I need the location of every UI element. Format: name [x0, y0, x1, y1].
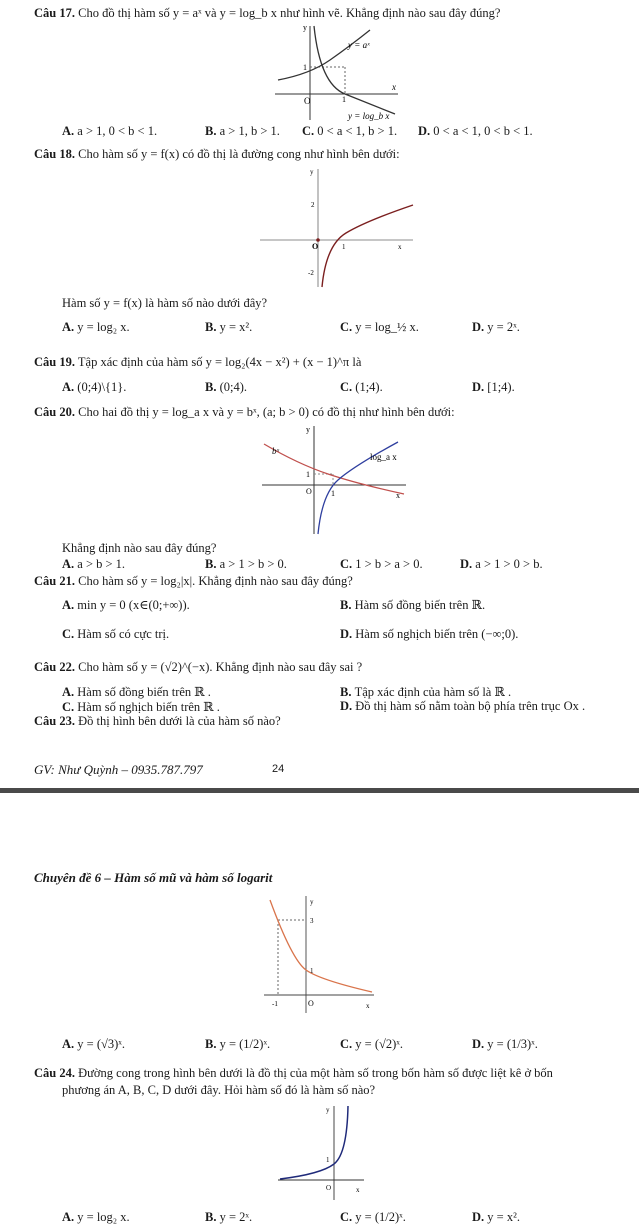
origin-label: O [306, 487, 312, 496]
y-label: y [310, 898, 314, 906]
x-one-label: 1 [331, 489, 335, 498]
option-b[interactable]: B. y = 2ˣ. [205, 1210, 253, 1224]
option-d[interactable]: D. 0 < a < 1, 0 < b < 1. [418, 124, 533, 138]
x-neg-one-label: -1 [272, 1000, 278, 1008]
y-one-label: 1 [326, 1156, 330, 1164]
option-b[interactable]: B. a > 1, b > 1. [205, 124, 280, 138]
x-label: x [398, 243, 402, 251]
page-separator [0, 788, 639, 793]
x-one-label: 1 [342, 95, 346, 104]
option-c[interactable]: C. y = log_½ x. [340, 320, 419, 334]
question-24 [34, 1066, 553, 1081]
function-curve [270, 900, 372, 992]
page-number: 24 [272, 763, 285, 775]
option-a[interactable]: A. (0;4)\{1}. [62, 380, 127, 394]
option-d[interactable]: D. y = 2ˣ. [472, 320, 520, 334]
option-d[interactable]: D. y = (1/3)ˣ. [472, 1037, 538, 1051]
question-22 [34, 660, 362, 675]
option-a[interactable]: A. a > b > 1. [62, 557, 126, 571]
x-one-label: 1 [342, 243, 346, 251]
question-label: Câu 21. [34, 574, 75, 588]
option-a[interactable]: A. y = log₂ x. [62, 320, 130, 334]
option-d[interactable]: D. y = x². [472, 1210, 520, 1224]
option-a[interactable]: A. Hàm số đồng biến trên ℝ . [62, 685, 211, 699]
x-label: x [366, 1002, 370, 1010]
page-footer-author: GV: Như Quỳnh – 0935.787.797 [34, 762, 203, 777]
q20-graph [258, 422, 408, 537]
y-one-label: 1 [303, 63, 307, 72]
y-label: y [326, 1106, 330, 1114]
option-c[interactable]: C. Hàm số nghịch biến trên ℝ . [62, 700, 220, 714]
option-c[interactable]: C. Hàm số có cực trị. [62, 627, 170, 641]
y-label: y [310, 168, 314, 176]
question-20 [34, 405, 455, 420]
y-one-label: 1 [310, 967, 314, 975]
curve1-label: bˣ [272, 446, 280, 456]
option-d[interactable]: D. a > 1 > 0 > b. [460, 557, 543, 571]
y-label: y [303, 23, 307, 32]
x-label: x [356, 1186, 360, 1194]
question-label: Câu 19. [34, 355, 75, 369]
option-c[interactable]: C. 1 > b > a > 0. [340, 557, 423, 571]
option-b[interactable]: B. (0;4). [205, 380, 248, 394]
option-a[interactable]: A. a > 1, 0 < b < 1. [62, 124, 158, 138]
question-text: Cho hai đồ thị y = log_a x và y = bˣ, (a; b > 0) có đồ thị như hình bên dưới: [78, 405, 455, 419]
x-label: x [396, 491, 400, 500]
exp-curve [278, 30, 370, 80]
question-24-line2: phương án A, B, C, D dưới đây. Hỏi hàm số đó là hàm số nào? [62, 1083, 376, 1097]
option-c[interactable]: C. y = (√2)ˣ. [340, 1037, 404, 1051]
question-text: Cho hàm số y = (√2)^(−x). Khẳng định nào sau đây sai ? [78, 660, 363, 674]
option-c[interactable]: C. 0 < a < 1, b > 1. [302, 124, 398, 138]
origin-label: O [312, 242, 319, 251]
y-label: y [306, 425, 310, 434]
option-d[interactable]: D. [1;4). [472, 380, 515, 394]
q20-subquestion: Khẳng định nào sau đây đúng? [62, 541, 217, 555]
question-text: Đồ thị hình bên dưới là của hàm số nào? [78, 714, 281, 728]
q18-subquestion: Hàm số y = f(x) là hàm số nào dưới đây? [62, 296, 268, 310]
question-text: Cho hàm số y = f(x) có đồ thị là đường cong như hình bên dưới: [78, 147, 400, 161]
curve2-label: y = log_b x [348, 111, 390, 121]
x-label: x [392, 82, 396, 92]
question-label: Câu 18. [34, 147, 75, 161]
option-b[interactable]: B. y = x². [205, 320, 253, 334]
question-label: Câu 22. [34, 660, 75, 674]
q17-graph [270, 22, 400, 122]
option-a[interactable]: A. min y = 0 (x∈(0;+∞)). [62, 598, 190, 612]
option-a[interactable]: A. y = log₂ x. [62, 1210, 130, 1224]
question-label: Câu 17. [34, 6, 75, 20]
option-d[interactable]: D. Hàm số nghịch biến trên (−∞;0). [340, 627, 519, 641]
option-a[interactable]: A. y = (√3)ˣ. [62, 1037, 126, 1051]
question-23 [34, 714, 281, 729]
question-label: Câu 23. [34, 714, 75, 728]
question-21 [34, 574, 353, 589]
question-label: Câu 20. [34, 405, 75, 419]
origin-label: O [326, 1184, 332, 1192]
option-b[interactable]: B. Tập xác định của hàm số là ℝ . [340, 685, 512, 699]
question-text: Tập xác định của hàm số y = log₂(4x − x²) + (x − 1)^π là [77, 355, 362, 369]
option-b[interactable]: B. a > 1 > b > 0. [205, 557, 287, 571]
option-c[interactable]: C. y = (1/2)ˣ. [340, 1210, 406, 1224]
curve2-label: log_a x [370, 452, 397, 462]
option-b[interactable]: B. y = (1/2)ˣ. [205, 1037, 271, 1051]
question-text: Đường cong trong hình bên dưới là đồ thị của một hàm số trong bốn hàm số được liệt kê ở bốn [78, 1066, 553, 1080]
q18-graph [258, 165, 418, 290]
y-neg-two-label: -2 [308, 269, 314, 277]
origin-label: O [308, 999, 314, 1008]
y-three-label: 3 [310, 917, 314, 925]
option-d[interactable]: D. Đồ thị hàm số nằm toàn bộ phía trên trục Ox . [340, 699, 586, 713]
question-17 [34, 6, 500, 21]
q23-graph [262, 890, 377, 1015]
function-curve [280, 1106, 348, 1179]
q24-graph [276, 1102, 366, 1202]
y-one-label: 1 [306, 470, 310, 479]
question-18 [34, 147, 400, 162]
option-b[interactable]: B. Hàm số đồng biến trên ℝ. [340, 598, 486, 612]
option-c[interactable]: C. (1;4). [340, 380, 383, 394]
y-two-label: 2 [311, 201, 315, 209]
question-label: Câu 24. [34, 1066, 75, 1080]
question-19 [34, 355, 361, 370]
question-text: Cho đồ thị hàm số y = aˣ và y = log_b x như hình vẽ. Khẳng định nào sau đây đúng? [78, 6, 501, 20]
chapter-header: Chuyên đề 6 – Hàm số mũ và hàm số logarit [34, 870, 273, 885]
curve1-label: y = aˣ [348, 40, 370, 50]
origin-label: O [304, 96, 311, 106]
question-text: Cho hàm số y = log₂|x|. Khẳng định nào sau đây đúng? [78, 574, 353, 588]
